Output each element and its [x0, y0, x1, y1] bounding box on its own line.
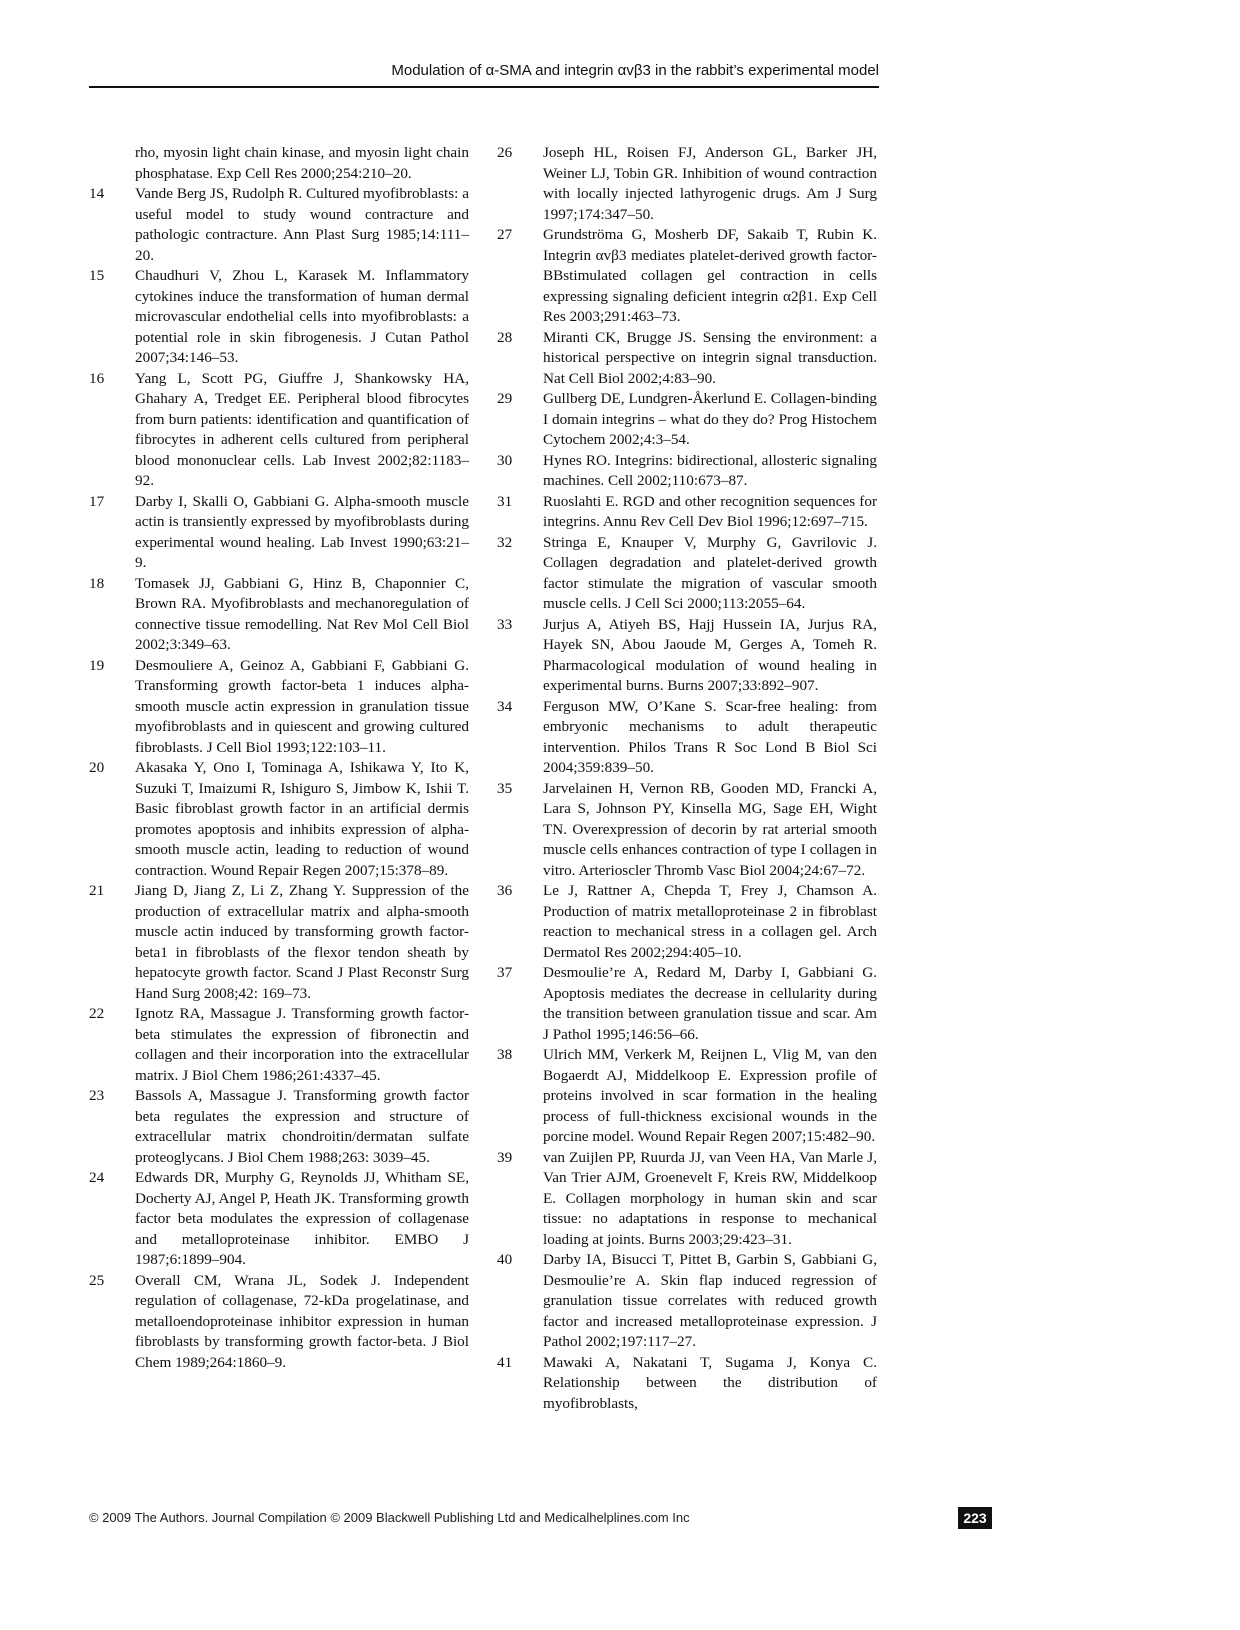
reference-item — [89, 1086, 469, 1168]
reference-text: Desmoulie’re A, Redard M, Darby I, Gabbiani G. Apoptosis mediates the decrease in cellularity during the transition between granulation tissue and scar. Am J Pathol 1995;146:56–66. — [543, 964, 877, 1043]
reference-item — [497, 881, 877, 963]
reference-column-right — [497, 143, 877, 1414]
reference-item — [89, 369, 469, 492]
reference-number: 41 — [497, 1353, 513, 1371]
reference-number: 33 — [497, 615, 513, 633]
reference-number: 19 — [89, 656, 105, 674]
reference-number: 37 — [497, 964, 513, 981]
reference-number: 14 — [89, 185, 105, 202]
reference-text: Tomasek JJ, Gabbiani G, Hinz B, Chaponnier C, Brown RA. Myofibroblasts and mechanoregulation of connective tissue remodelling. Nat Rev Mol Cell Biol 2002;3:349–63. — [135, 574, 469, 653]
reference-text: van Zuijlen PP, Ruurda JJ, van Veen HA, Van Marle J, Van Trier AJM, Groenevelt F, Kreis RW, Middelkoop E. Collagen morphology in human skin and scar tissue: no adaptations in response to mechanical loading at joints. Burns 2003;29:423–31. — [543, 1148, 877, 1248]
reference-item — [497, 533, 877, 615]
reference-item — [89, 656, 469, 759]
reference-text: Miranti CK, Brugge JS. Sensing the environment: a historical perspective on integrin signal transduction. Nat Cell Biol 2002;4:83–90. — [543, 328, 877, 387]
reference-number: 31 — [497, 492, 513, 510]
reference-item — [89, 574, 469, 656]
reference-number: 26 — [497, 144, 513, 161]
reference-item — [497, 779, 877, 882]
reference-text: Desmouliere A, Geinoz A, Gabbiani F, Gabbiani G. Transforming growth factor-beta 1 induces alpha-smooth muscle actin expression in granulation tissue myofibroblasts and in quiescent and growing cultured fibroblasts. J Cell Biol 1993;122:103–11. — [135, 656, 469, 756]
page-number: 223 — [958, 1507, 992, 1529]
reference-number: 18 — [89, 574, 105, 592]
reference-number: 17 — [89, 492, 105, 510]
reference-number: 39 — [497, 1148, 513, 1166]
reference-number: 38 — [497, 1046, 513, 1063]
reference-column-left — [89, 143, 469, 1373]
reference-number: 16 — [89, 369, 105, 387]
reference-text: Ferguson MW, O’Kane S. Scar-free healing: from embryonic mechanisms to adult therapeutic intervention. Philos Trans R Soc Lond B Biol Sci 2004;359:839–50. — [543, 697, 877, 776]
reference-text: Ignotz RA, Massague J. Transforming growth factor-beta stimulates the expression of fibronectin and collagen and their incorporation into the extracellular matrix. J Biol Chem 1986;261:4337–45. — [135, 1005, 469, 1084]
reference-number: 27 — [497, 226, 513, 243]
reference-text: Mawaki A, Nakatani T, Sugama J, Konya C. Relationship between the distribution of myofibroblasts, — [543, 1353, 877, 1412]
reference-text: Hynes RO. Integrins: bidirectional, allosteric signaling machines. Cell 2002;110:673–87. — [543, 451, 877, 489]
running-header: Modulation of α-SMA and integrin αvβ3 in the rabbit’s experimental model — [89, 62, 879, 88]
reference-item — [497, 697, 877, 779]
reference-item — [89, 184, 469, 266]
reference-number: 22 — [89, 1005, 105, 1022]
reference-number: 35 — [497, 779, 513, 797]
reference-number: 36 — [497, 882, 513, 899]
reference-item — [89, 1004, 469, 1086]
reference-item — [89, 492, 469, 574]
reference-number: 23 — [89, 1087, 105, 1104]
reference-text: Joseph HL, Roisen FJ, Anderson GL, Barker JH, Weiner LJ, Tobin GR. Inhibition of wound contraction with locally injected lathyrogenic drugs. Am J Surg 1997;174:347–50. — [543, 144, 877, 223]
reference-item — [497, 143, 877, 225]
reference-number: 30 — [497, 451, 513, 469]
reference-number: 40 — [497, 1251, 513, 1268]
reference-number: 32 — [497, 533, 513, 551]
reference-item — [497, 492, 877, 533]
reference-number: 28 — [497, 328, 513, 346]
reference-text: Grundströma G, Mosherb DF, Sakaib T, Rubin K. Integrin αvβ3 mediates platelet-derived growth factor-BBstimulated collagen gel contraction in cells expressing signaling deficient integrin α2β1. Exp Cell Res 2003;291:463–73. — [543, 226, 877, 325]
reference-text: Jiang D, Jiang Z, Li Z, Zhang Y. Suppression of the production of extracellular matrix and alpha-smooth muscle actin induced by transforming growth factor-beta1 in fibroblasts of the flexor tendon sheath by hepatocyte growth factor. Scand J Plast Reconstr Surg Hand Surg 2008;42: 169–73. — [135, 882, 469, 1002]
reference-item — [497, 1250, 877, 1353]
reference-item — [497, 963, 877, 1045]
reference-text: Edwards DR, Murphy G, Reynolds JJ, Whitham SE, Docherty AJ, Angel P, Heath JK. Transforming growth factor beta modulates the expression of collagenase and metalloproteinase inhibitor. EMBO J 1987;6:1899–904. — [135, 1169, 469, 1268]
reference-number: 20 — [89, 759, 105, 776]
reference-item — [89, 1168, 469, 1271]
reference-item — [89, 1271, 469, 1374]
reference-text: Jarvelainen H, Vernon RB, Gooden MD, Francki A, Lara S, Johnson PY, Kinsella MG, Sage EH, Wight TN. Overexpression of decorin by rat arterial smooth muscle cells enhances contraction of type I collagen in vitro. Arterioscler Thromb Vasc Biol 2004;24:67–72. — [543, 779, 877, 879]
reference-text: Chaudhuri V, Zhou L, Karasek M. Inflammatory cytokines induce the transformation of human dermal microvascular endothelial cells into myofibroblasts: a potential role in skin fibrogenesis. J Cutan Pathol 2007;34:146–53. — [135, 267, 469, 366]
reference-continuation — [89, 143, 469, 184]
reference-text: Bassols A, Massague J. Transforming growth factor beta regulates the expression and structure of extracellular matrix chondroitin/dermatan sulfate proteoglycans. J Biol Chem 1988;263: 3039–45. — [135, 1087, 469, 1166]
reference-item — [89, 758, 469, 881]
reference-item — [497, 615, 877, 697]
reference-number: 21 — [89, 882, 105, 899]
reference-item — [497, 1045, 877, 1148]
reference-number: 25 — [89, 1271, 105, 1289]
reference-text: Darby IA, Bisucci T, Pittet B, Garbin S, Gabbiani G, Desmoulie’re A. Skin flap induced regression of granulation tissue correlates with reduced growth factor and increased metalloproteinase expression. J Pathol 2002;197:117–27. — [543, 1251, 877, 1350]
copyright-footer: © 2009 The Authors. Journal Compilation © 2009 Blackwell Publishing Ltd and Medicalhelplines.com Inc — [89, 1510, 690, 1525]
reference-text: Akasaka Y, Ono I, Tominaga A, Ishikawa Y, Ito K, Suzuki T, Imaizumi R, Ishiguro S, Jimbow K, Ishii T. Basic fibroblast growth factor in an artificial dermis promotes apoptosis and inhibits expression of alpha-smooth muscle actin, leading to reduction of wound contraction. Wound Repair Regen 2007;15:378–89. — [135, 759, 469, 879]
reference-text: Stringa E, Knauper V, Murphy G, Gavrilovic J. Collagen degradation and platelet-derived growth factor stimulate the migration of vascular smooth muscle cells. J Cell Sci 2000;113:2055–64. — [543, 533, 877, 612]
reference-item — [497, 1148, 877, 1251]
reference-text: rho, myosin light chain kinase, and myosin light chain phosphatase. Exp Cell Res 2000;254:210–20. — [135, 144, 469, 182]
reference-text: Ruoslahti E. RGD and other recognition sequences for integrins. Annu Rev Cell Dev Biol 1996;12:697–715. — [543, 492, 877, 530]
reference-text: Le J, Rattner A, Chepda T, Frey J, Chamson A. Production of matrix metalloproteinase 2 in fibroblast reaction to mechanical stress in a collagen gel. Arch Dermatol Res 2002;294:405–10. — [543, 882, 877, 961]
reference-number: 29 — [497, 390, 513, 407]
reference-text: Vande Berg JS, Rudolph R. Cultured myofibroblasts: a useful model to study wound contracture and pathologic contracture. Ann Plast Surg 1985;14:111–20. — [135, 185, 469, 264]
reference-item — [497, 328, 877, 390]
reference-item — [497, 225, 877, 328]
reference-item — [497, 1353, 877, 1415]
reference-text: Overall CM, Wrana JL, Sodek J. Independent regulation of collagenase, 72-kDa progelatinase, and metalloendoproteinase inhibitor expression in human fibroblasts by transforming growth factor-beta. J Biol Chem 1989;264:1860–9. — [135, 1271, 469, 1371]
reference-item — [89, 881, 469, 1004]
reference-text: Yang L, Scott PG, Giuffre J, Shankowsky HA, Ghahary A, Tredget EE. Peripheral blood fibrocytes from burn patients: identification and quantification of fibrocytes in adherent cells cultured from peripheral blood mononuclear cells. Lab Invest 2002;82:1183–92. — [135, 369, 469, 489]
reference-item — [497, 389, 877, 451]
reference-number: 34 — [497, 697, 513, 715]
reference-item — [497, 451, 877, 492]
reference-item — [89, 266, 469, 369]
reference-text: Darby I, Skalli O, Gabbiani G. Alpha-smooth muscle actin is transiently expressed by myofibroblasts during experimental wound healing. Lab Invest 1990;63:21–9. — [135, 492, 469, 571]
reference-text: Gullberg DE, Lundgren-Åkerlund E. Collagen-binding I domain integrins – what do they do? Prog Histochem Cytochem 2002;4:3–54. — [543, 390, 877, 448]
reference-number: 24 — [89, 1169, 105, 1186]
reference-text: Jurjus A, Atiyeh BS, Hajj Hussein IA, Jurjus RA, Hayek SN, Abou Jaoude M, Gerges A, Tomeh R. Pharmacological modulation of wound healing in experimental burns. Burns 2007;33:892–907. — [543, 615, 877, 694]
reference-number: 15 — [89, 267, 105, 284]
reference-text: Ulrich MM, Verkerk M, Reijnen L, Vlig M, van den Bogaerdt AJ, Middelkoop E. Expression profile of proteins involved in scar formation in the healing process of full-thickness excisional wounds in the porcine model. Wound Repair Regen 2007;15:482–90. — [543, 1046, 877, 1145]
